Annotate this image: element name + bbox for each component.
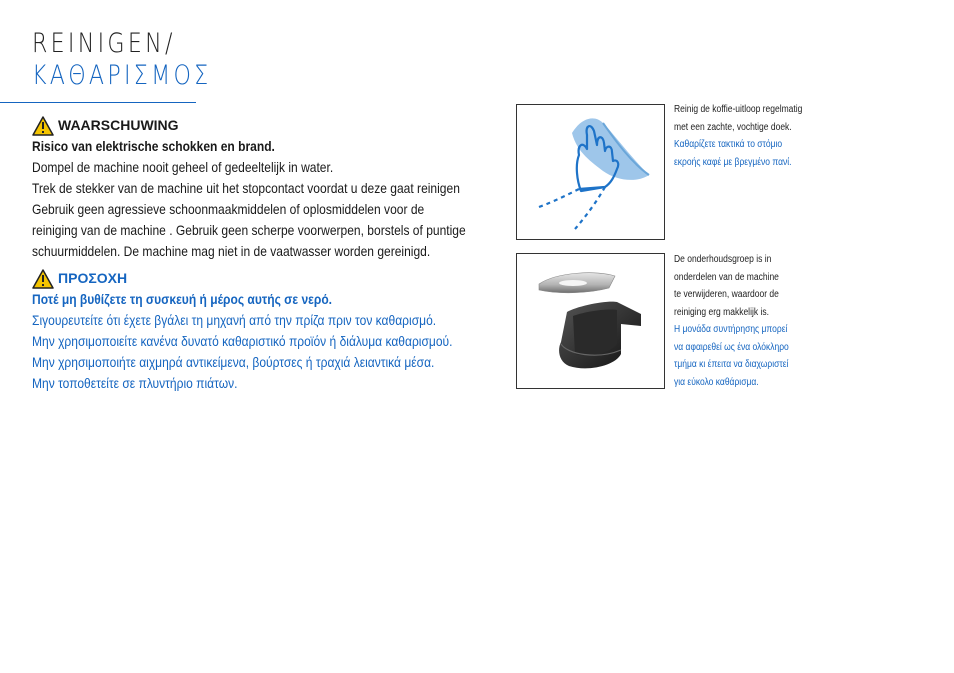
caption-line: onderdelen van de machine [674,271,779,283]
warning-title-nl: WAARSCHUWING [58,117,179,133]
caption-line: Καθαρίζετε τακτικά το στόμιο [674,139,783,150]
caption-maintenance-group [674,251,844,391]
warning-line: Μην χρησιμοποιείτε κανένα δυνατό καθαριστικό προϊόν ή διάλυμα καθαρισμού. [32,333,453,349]
warning-heading-nl [32,115,502,136]
caption-line: τμήμα κι έπειτα να διαχωριστεί [674,359,789,370]
warning-line: Gebruik geen agressieve schoonmaakmiddelen of oplosmiddelen voor de [32,201,425,217]
caption-line: Η μονάδα συντήρησης μπορεί [674,324,788,335]
caption-line: te verwijderen, waardoor de [674,289,779,300]
maintenance-parts-icon [517,254,664,388]
caption-line: εκροής καφέ με βρεγμένο πανί. [674,156,792,168]
warning-line: Ποτέ μη βυθίζετε τη συσκευή ή μέρος αυτής σε νερό. [32,291,333,307]
warning-section-nl [32,115,502,262]
warning-section-gr [32,268,502,394]
warning-line: reiniging van de machine . Gebruik geen scherpe voorwerpen, borstels of puntige [32,222,466,238]
warning-line: Μην χρησιμοποιήτε αιχμηρά αντικείμενα, βούρτσες ή τραχιά λειαντικά μέσα. [32,354,435,370]
cleaning-spout-illustration [516,104,665,240]
warning-line: Trek de stekker van de machine uit het stopcontact voordat u deze gaat reinigen [32,180,460,196]
warning-line: Μην τοποθετείτε σε πλυντήριο πιάτων. [32,375,238,391]
page-title [32,28,251,92]
page-title-gr: ΚΑΘΑΡΙΣΜΟΣ [32,60,212,91]
warning-triangle-icon [32,116,54,136]
warning-title-gr: ΠΡΟΣΟΧΗ [58,270,128,286]
warning-line: schuurmiddelen. De machine mag niet in de vaatwasser worden gereinigd. [32,243,431,259]
caption-line: De onderhoudsgroep is in [674,254,772,265]
caption-line: για εύκολο καθάρισμα. [674,376,759,388]
warning-triangle-icon [32,269,54,289]
caption-line: να αφαιρεθεί ως ένα ολόκληρο [674,341,789,353]
title-underline [0,102,196,103]
warning-line: Σιγουρευτείτε ότι έχετε βγάλει τη μηχανή από την πρίζα πριν τον καθαρισμό. [32,312,437,328]
caption-line: reiniging erg makkelijk is. [674,306,769,318]
caption-spout [674,101,844,171]
warning-line: Dompel de machine nooit geheel of gedeeltelijk in water. [32,159,334,175]
hand-cloth-icon [517,105,664,239]
maintenance-group-illustration [516,253,665,389]
page-title-nl: REINIGEN/ [32,28,176,59]
caption-line: met een zachte, vochtige doek. [674,121,792,133]
warning-line: Risico van elektrische schokken en brand. [32,138,275,154]
caption-line: Reinig de koffie-uitloop regelmatig [674,104,803,115]
warning-heading-gr [32,268,502,289]
